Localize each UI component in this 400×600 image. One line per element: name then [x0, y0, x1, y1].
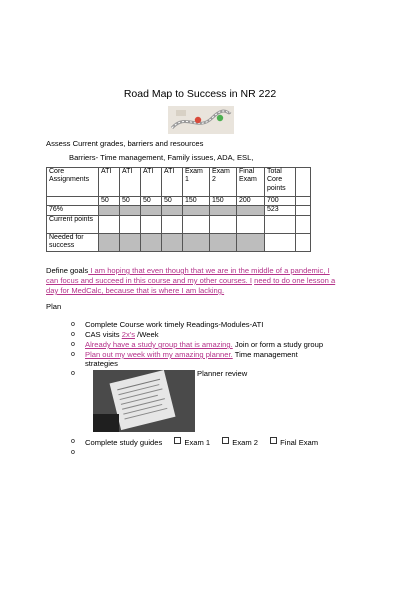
table-cell: [47, 197, 99, 206]
table-cell: [296, 233, 311, 251]
list-bullet: o: [71, 438, 75, 445]
checkbox-final-exam[interactable]: [270, 437, 277, 444]
header-ati-3: ATI: [141, 168, 162, 197]
table-cell: [183, 215, 210, 233]
checkbox-label: Exam 2: [232, 438, 258, 447]
plan-item-study-group: [71, 340, 324, 350]
table-row: [47, 215, 311, 233]
plan-item-highlight: 2x's: [121, 330, 135, 339]
header-empty: [296, 168, 311, 197]
header-ati-2: ATI: [120, 168, 141, 197]
plan-item-text: strategies: [85, 359, 118, 368]
table-cell: [296, 197, 311, 206]
table-cell: [210, 233, 237, 251]
table-cell: [141, 215, 162, 233]
table-cell: [210, 215, 237, 233]
table-cell: [237, 233, 265, 251]
plan-item-highlight: Plan out my week with my amazing planner.: [85, 350, 233, 359]
header-exam-2: Exam 2: [210, 168, 237, 197]
table-row: [47, 197, 311, 206]
table-row: [47, 233, 311, 251]
table-header-row: [47, 168, 311, 197]
row-label-current-points: Current points: [47, 215, 99, 233]
plan-item-planner-cont: [85, 359, 118, 369]
header-exam-1: Exam 1: [183, 168, 210, 197]
list-bullet: o: [71, 370, 75, 377]
table-cell: 150: [210, 197, 237, 206]
table-cell: [162, 215, 183, 233]
road-map-image: [168, 106, 234, 134]
goals-line-3: [46, 286, 224, 296]
plan-item-text: Join or form a study group: [232, 340, 324, 349]
goals-text-2a: can focus and succeed in this course and my other courses. I: [46, 276, 252, 285]
table-cell: [265, 233, 296, 251]
goals-text-3: day for MedCalc, because that is where I am lacking.: [46, 286, 225, 295]
plan-item-planner: [71, 350, 315, 360]
header-total-core-points: Total Core points: [265, 168, 296, 197]
plan-item-text: Complete Course work timely Readings-Modules-ATI: [85, 320, 264, 329]
list-bullet: o: [71, 449, 75, 456]
grades-table: [46, 167, 311, 252]
table-cell: [162, 233, 183, 251]
table-cell: [162, 206, 183, 215]
header-ati-1: ATI: [99, 168, 120, 197]
plan-item-highlight: Already have a study group that is amazing.: [85, 340, 233, 349]
checkbox-exam-1[interactable]: [174, 437, 181, 444]
plan-label: Plan: [46, 302, 62, 311]
goals-line-1: [46, 266, 330, 276]
table-cell: [99, 215, 120, 233]
list-bullet: o: [71, 341, 75, 348]
header-core-assignments: Core Assignments: [47, 168, 99, 197]
table-cell: [183, 206, 210, 215]
table-cell: 700: [265, 197, 296, 206]
table-cell: 150: [183, 197, 210, 206]
table-cell: [141, 206, 162, 215]
plan-item-text: Time management: [232, 350, 298, 359]
checkbox-exam-2[interactable]: [222, 437, 229, 444]
table-cell: [141, 233, 162, 251]
goals-text-1: I am hoping that even though that we are in the middle of a pandemic, I: [88, 266, 330, 275]
table-cell: [183, 233, 210, 251]
plan-item-cas: [71, 330, 159, 340]
table-cell: 50: [141, 197, 162, 206]
goals-text-2b: need to do one lesson a: [254, 276, 336, 285]
plan-item-text: CAS visits: [85, 330, 122, 339]
assess-heading: Assess Current grades, barriers and resources: [46, 139, 204, 148]
table-cell: 76%: [47, 206, 99, 215]
table-cell: [210, 206, 237, 215]
checkbox-label: Final Exam: [280, 438, 319, 447]
table-cell: [296, 215, 311, 233]
table-cell: [120, 233, 141, 251]
table-cell: 523: [265, 206, 296, 215]
table-cell: 50: [162, 197, 183, 206]
list-bullet: o: [71, 321, 75, 328]
planner-photo: [93, 370, 195, 432]
table-cell: [99, 233, 120, 251]
plan-item-text: /Week: [135, 330, 159, 339]
table-cell: [296, 206, 311, 215]
checkbox-label: Exam 1: [184, 438, 211, 447]
goals-line-2: [46, 276, 335, 286]
plan-item-study-guides: [71, 437, 355, 448]
plan-item-coursework: [71, 320, 264, 330]
header-final-exam: Final Exam: [237, 168, 265, 197]
barriers-text: Barriers- Time management, Family issues, ADA, ESL,: [69, 153, 254, 162]
plan-item-text: Complete study guides: [85, 438, 163, 447]
table-row: [47, 206, 311, 215]
planner-review-text: Planner review: [197, 369, 248, 378]
list-bullet: o: [71, 351, 75, 358]
table-cell: [265, 215, 296, 233]
table-cell: [99, 206, 120, 215]
table-cell: 200: [237, 197, 265, 206]
table-cell: [237, 206, 265, 215]
list-bullet: o: [71, 331, 75, 338]
table-cell: 50: [120, 197, 141, 206]
table-cell: [120, 206, 141, 215]
goals-label: Define goals: [46, 266, 89, 275]
table-cell: 50: [99, 197, 120, 206]
table-cell: [237, 215, 265, 233]
page-title: Road Map to Success in NR 222: [123, 88, 277, 100]
table-cell: [120, 215, 141, 233]
row-label-needed-for-success: Needed for success: [47, 233, 99, 251]
header-ati-4: ATI: [162, 168, 183, 197]
